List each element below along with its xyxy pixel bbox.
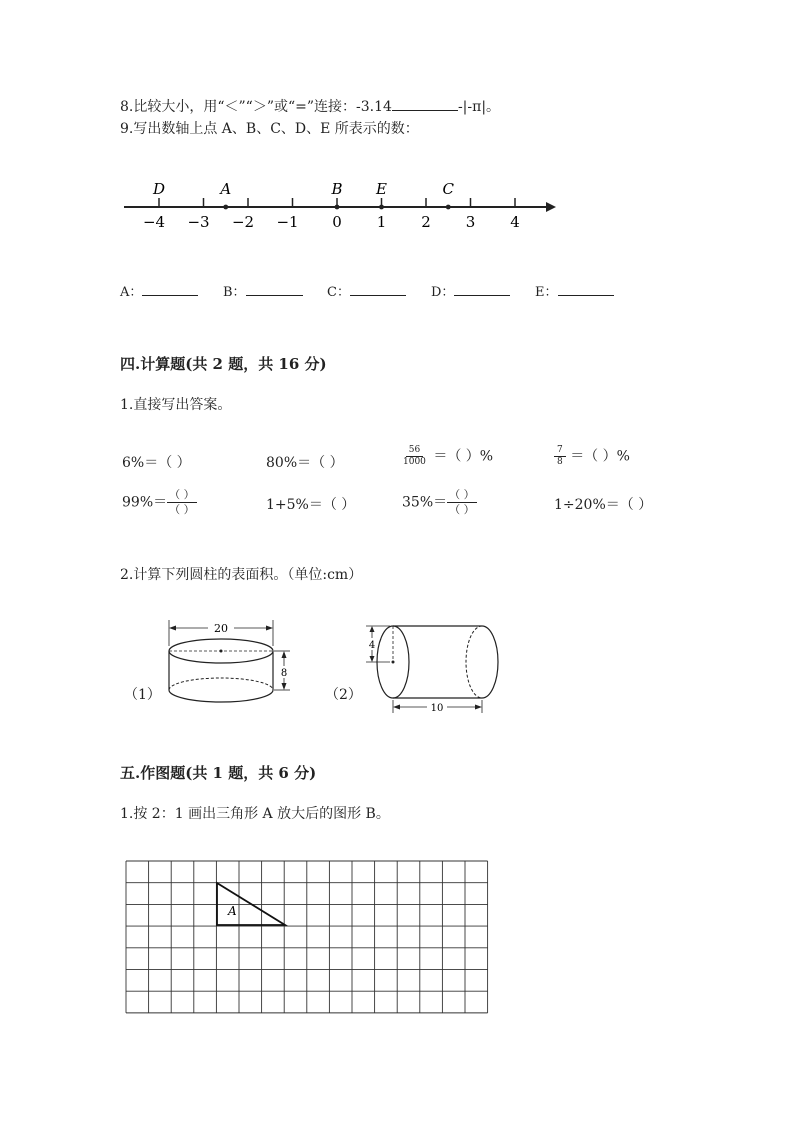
fraction <box>400 445 429 468</box>
section-5-title: 五.作图题(共 1 题，共 6 分) <box>120 764 317 782</box>
question-9: 9.写出数轴上点 A、B、C、D、E 所表示的数： <box>120 121 419 137</box>
fraction-blank[interactable] <box>167 488 197 517</box>
answer-blank[interactable] <box>392 110 458 111</box>
calc-item <box>554 445 630 468</box>
fraction-numerator: （ ） <box>169 488 195 501</box>
answer-d <box>431 281 510 300</box>
section-4-question-2: 2.计算下列圆柱的表面积。（单位:cm） <box>120 567 363 583</box>
question-8 <box>120 96 500 116</box>
answer-c <box>327 281 406 300</box>
cylinder-2-label: （2） <box>325 687 362 703</box>
triangle-a-label: A <box>228 904 237 918</box>
answer-blank-c[interactable] <box>350 295 406 296</box>
calc-item: 1+5%＝（ ） <box>266 497 356 513</box>
number-line-point-label: D <box>152 180 166 198</box>
calc-item <box>402 488 477 517</box>
answer-label-d: D： <box>431 285 455 300</box>
answer-a <box>120 281 198 300</box>
number-line-point-label: A <box>220 180 232 198</box>
number-line-tick-label: −4 <box>142 213 166 231</box>
cylinder-1-figure <box>160 618 300 714</box>
fraction <box>554 445 566 468</box>
answer-label-e: E： <box>535 285 558 300</box>
number-line-point <box>223 205 228 210</box>
fraction-numerator: （ ） <box>449 488 475 501</box>
number-line-tick-label: 4 <box>510 213 520 231</box>
fraction-denominator: 1000 <box>403 457 426 467</box>
drawing-grid[interactable] <box>124 858 490 1014</box>
question-8-text: 8.比较大小，用“＜”“＞”或“=”连接：-3.14 <box>120 99 392 115</box>
number-line-tick-label: −3 <box>187 213 210 231</box>
answer-blank-d[interactable] <box>454 295 510 296</box>
number-line-point <box>379 205 384 210</box>
calc-item: 6%＝（ ） <box>122 455 191 471</box>
section-4-question-1: 1.直接写出答案。 <box>120 397 232 413</box>
answer-e <box>535 281 614 300</box>
number-line <box>110 175 570 240</box>
answer-blank-b[interactable] <box>246 295 303 296</box>
answer-blank-a[interactable] <box>142 295 198 296</box>
calc-item <box>122 488 197 517</box>
number-line-point <box>446 205 451 210</box>
cylinder-2-figure <box>362 618 507 716</box>
number-line-tick-label: −2 <box>231 213 255 231</box>
number-line-point-label: C <box>442 180 454 198</box>
fraction-numerator: 7 <box>554 445 566 457</box>
number-line-tick-label: 0 <box>332 213 342 231</box>
cylinder-1-height: 8 <box>280 668 288 679</box>
cylinder-2-length: 10 <box>430 703 444 714</box>
calc-item-text: ＝（ ）% <box>570 448 630 465</box>
calc-item: 80%＝（ ） <box>266 455 344 471</box>
question-8-tail: -|-π|。 <box>457 99 501 115</box>
calc-item <box>400 445 493 468</box>
calc-item-text: ＝（ ）% <box>433 448 494 465</box>
number-line-point-label: B <box>331 180 343 198</box>
fraction-numerator: 56 <box>406 445 423 457</box>
number-line-point <box>335 205 340 210</box>
number-line-point-label: E <box>376 180 387 198</box>
answer-label-b: B： <box>223 285 246 300</box>
answer-blank-e[interactable] <box>558 295 614 296</box>
number-line-tick-label: 1 <box>376 213 387 231</box>
fraction-denominator: （ ） <box>449 503 475 516</box>
cylinder-1-label: （1） <box>124 687 161 703</box>
calc-item: 1÷20%＝（ ） <box>554 497 653 513</box>
cylinder-2-radius: 4 <box>368 640 376 651</box>
answer-b <box>223 281 303 300</box>
arrow-right-icon <box>546 202 556 212</box>
number-line-tick-label: 2 <box>421 213 431 231</box>
fraction-denominator: 8 <box>557 457 563 467</box>
section-5-question-1: 1.按 2：1 画出三角形 A 放大后的图形 B。 <box>120 806 390 822</box>
calc-item-text: 99%＝ <box>122 494 168 511</box>
cylinder-1-diameter: 20 <box>214 622 228 635</box>
number-line-tick-label: −1 <box>276 213 299 231</box>
answer-label-a: A： <box>120 285 143 300</box>
number-line-tick-label: 3 <box>465 213 476 231</box>
answer-label-c: C： <box>327 285 350 300</box>
fraction-blank[interactable] <box>447 488 477 517</box>
section-4-title: 四.计算题(共 2 题，共 16 分) <box>120 355 327 373</box>
calc-item-text: 35%＝ <box>402 494 448 511</box>
fraction-denominator: （ ） <box>169 503 195 516</box>
